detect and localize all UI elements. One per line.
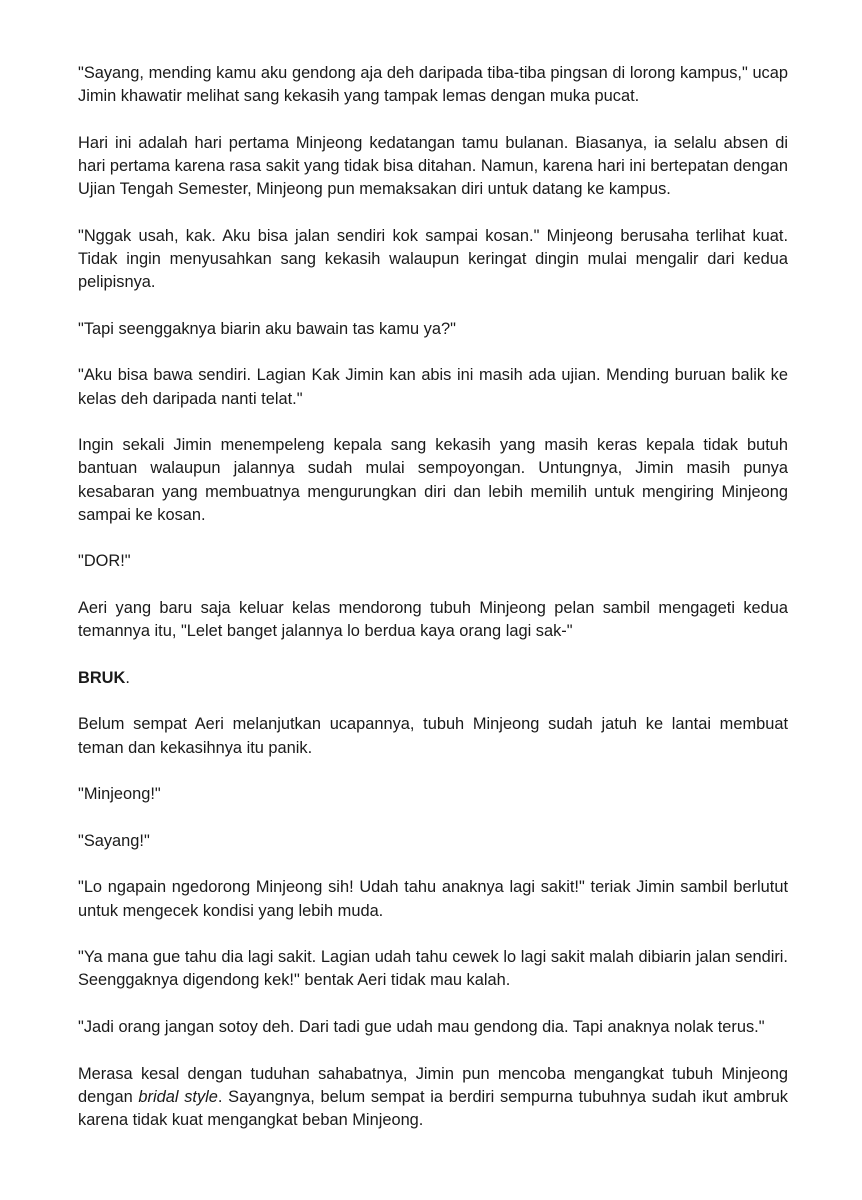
final-paragraph bbox=[78, 1063, 788, 1133]
paragraph: "Lo ngapain ngedorong Minjeong sih! Udah tahu anaknya lagi sakit!" teriak Jimin sambil berlutut untuk mengecek kondisi yang lebih muda. bbox=[78, 878, 788, 920]
bruk-paragraph bbox=[78, 667, 788, 690]
paragraph: "Ya mana gue tahu dia lagi sakit. Lagian udah tahu cewek lo lagi sakit malah dibiarin jalan sendiri. Seenggaknya digendong kek!" bentak Aeri tidak mau kalah. bbox=[78, 948, 788, 990]
paragraph: "DOR!" bbox=[78, 552, 131, 571]
final-text-after: . Sayangnya, belum sempat ia berdiri sempurna tubuhnya sudah ikut ambruk karena tidak kuat mengangkat beban Minjeong. bbox=[78, 1087, 789, 1129]
paragraph: "Nggak usah, kak. Aku bisa jalan sendiri kok sampai kosan." Minjeong berusaha terlihat kuat. Tidak ingin menyusahkan sang kekasih walaupun keringat dingin mulai mengalir dari kedua pelipisnya. bbox=[78, 226, 788, 292]
paragraph: Hari ini adalah hari pertama Minjeong kedatangan tamu bulanan. Biasanya, ia selalu absen di hari pertama karena rasa sakit yang tidak bisa ditahan. Namun, karena hari ini bertepatan dengan Ujian Tengah Semester, Minjeong pun memaksakan diri untuk datang ke kampus. bbox=[78, 133, 788, 199]
paragraph: "Aku bisa bawa sendiri. Lagian Kak Jimin kan abis ini masih ada ujian. Mending buruan balik ke kelas deh daripada nanti telat." bbox=[78, 366, 788, 408]
bruk-text: BRUK bbox=[78, 668, 126, 687]
story-page bbox=[78, 62, 788, 1156]
paragraph: "Jadi orang jangan sotoy deh. Dari tadi gue udah mau gendong dia. Tapi anaknya nolak terus." bbox=[78, 1017, 765, 1036]
paragraph: Ingin sekali Jimin menempeleng kepala sang kekasih yang masih keras kepala tidak butuh bantuan walaupun jalannya sudah mulai sempoyongan. Untungnya, Jimin masih punya kesabaran yang membuatnya mengurungkan diri dan lebih memilih untuk mengiring Minjeong sampai ke kosan. bbox=[78, 436, 788, 524]
bruk-period: . bbox=[125, 668, 130, 687]
paragraph: "Sayang!" bbox=[78, 831, 150, 850]
paragraph: "Sayang, mending kamu aku gendong aja deh daripada tiba-tiba pingsan di lorong kampus," ucap Jimin khawatir melihat sang kekasih yang tampak lemas dengan muka pucat. bbox=[78, 64, 788, 106]
paragraph: "Minjeong!" bbox=[78, 785, 161, 804]
paragraph: "Tapi seenggaknya biarin aku bawain tas kamu ya?" bbox=[78, 319, 456, 338]
paragraph: Belum sempat Aeri melanjutkan ucapannya, tubuh Minjeong sudah jatuh ke lantai membuat teman dan kekasihnya itu panik. bbox=[78, 715, 788, 757]
final-text-before: Merasa kesal dengan tuduhan sahabatnya, Jimin pun mencoba mengangkat tubuh Minjeong dengan bbox=[78, 1064, 788, 1106]
italic-phrase: bridal style bbox=[138, 1087, 218, 1106]
paragraph: Aeri yang baru saja keluar kelas mendorong tubuh Minjeong pelan sambil mengageti kedua temannya itu, "Lelet banget jalannya lo berdua kaya orang lagi sak-" bbox=[78, 598, 788, 641]
